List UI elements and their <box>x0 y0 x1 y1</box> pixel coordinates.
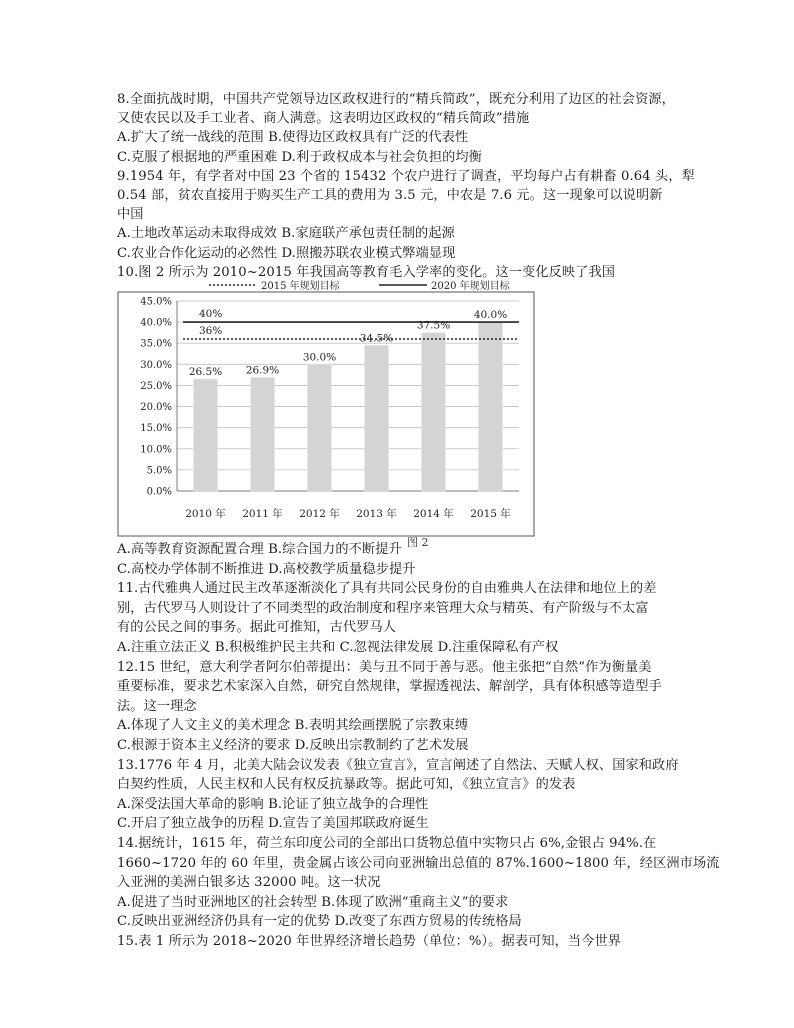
text-line: 11.古代雅典人通过民主改革逐渐淡化了具有共同公民身份的自由雅典人在法律和地位上的差 <box>117 581 657 597</box>
bar-value-label: 26.5% <box>188 366 223 379</box>
text-line: 12.15 世纪，意大利学者阿尔伯蒂提出：美与丑不同于善与恶。他主张把“自然”作为衡量美 <box>117 659 652 675</box>
text-line: 10.图 2 所示为 2010~2015 年我国高等教育毛入学率的变化。这一变化反映了我国 <box>117 264 616 280</box>
text-line: C.开启了独立战争的历程 D.宣告了美国邦联政府诞生 <box>117 816 429 832</box>
y-tick-label: 0.0% <box>146 486 172 498</box>
bar <box>365 345 389 491</box>
y-tick-label: 35.0% <box>140 338 172 350</box>
x-axis-ticks <box>185 507 511 520</box>
x-tick-label: 2012 年 <box>299 508 340 520</box>
bar-value-label: 40.0% <box>473 309 508 322</box>
y-tick-label: 10.0% <box>140 444 172 456</box>
y-tick-label: 5.0% <box>146 465 172 477</box>
y-tick-label: 20.0% <box>140 402 172 414</box>
text-line: 入亚洲的美洲白银多达 32000 吨。这一状况 <box>117 875 381 891</box>
y-tick-label: 25.0% <box>140 380 172 392</box>
chart-svg <box>117 281 535 549</box>
text-line: C.根源于资本主义经济的要求 D.反映出宗教制约了艺术发展 <box>117 738 469 753</box>
y-tick-label: 40.0% <box>140 317 172 329</box>
bar-value-label: 37.5% <box>416 319 451 332</box>
text-line: A.注重立法正义 B.积极维护民主共和 C.忽视法律发展 D.注重保障私有产权 <box>117 640 559 655</box>
text-line: 有的公民之间的事务。据此可推知，古代罗马人 <box>117 620 397 636</box>
text-line: 9.1954 年，有学者对中国 23 个省的 15432 个农户进行了调查，平均每户占有耕畜 0.64 头，犁 <box>117 168 695 184</box>
text-line: A.深受法国大革命的影响 B.论证了独立战争的合理性 <box>117 796 429 812</box>
text-line: 又使农民以及手工业者、商人满意。这表明边区政权的“精兵简政”措施 <box>117 111 530 127</box>
text-line: A.高等教育资源配置合理 B.综合国力的不断提升 <box>117 542 402 557</box>
bar <box>194 379 218 491</box>
bar-value-label: 30.0% <box>302 351 337 364</box>
bar <box>251 377 275 491</box>
text-line: C.反映出亚洲经济仍具有一定的优势 D.改变了东西方贸易的传统格局 <box>117 914 522 930</box>
text-line: A.促进了当时亚洲地区的社会转型 B.体现了欧洲“重商主义”的要求 <box>117 894 509 910</box>
x-tick-label: 2013 年 <box>356 508 397 520</box>
text-line: 白契约性质，人民主权和人民有权反抗暴政等。据此可知，《独立宣言》的发表 <box>117 777 576 793</box>
text-line: C.高校办学体制不断推进 D.高校教学质量稳步提升 <box>117 561 416 577</box>
y-tick-label: 45.0% <box>140 296 172 308</box>
text-line: 重要标准，要求艺术家深入自然，研究自然规律，掌握透视法、解剖学，具有体积感等造型手 <box>117 679 662 695</box>
bar <box>308 364 332 491</box>
y-tick-label: 30.0% <box>140 359 172 371</box>
text-line: 法。这一理念 <box>117 698 197 714</box>
target-line-label: 36% <box>199 325 223 337</box>
text-line: 15.表 1 所示为 2018~2020 年世界经济增长趋势（单位：%）。据表可知，当今世界 <box>117 934 622 949</box>
text-line: 8.全面抗战时期，中国共产党领导边区政权进行的“精兵简政”，既充分利用了边区的社会资源， <box>117 92 675 107</box>
legend-label-2015: 2015 年规划目标 <box>261 281 340 292</box>
text-line: A.体现了人文主义的美术理念 B.表明其绘画摆脱了宗教束缚 <box>117 718 469 734</box>
text-line: A.扩大了统一战线的范围 B.使得边区政权具有广泛的代表性 <box>117 130 469 146</box>
text-line: 别，古代罗马人则设计了不同类型的政治制度和程序来管理大众与精英、有产阶级与不太富 <box>117 600 649 616</box>
y-axis-ticks <box>140 297 172 498</box>
text-line: C.克服了根据地的严重困难 D.利于政权成本与社会负担的均衡 <box>117 149 482 165</box>
target-line-label: 40% <box>199 308 223 321</box>
chart-gridlines <box>177 301 519 491</box>
text-line: 14.据统计，1615 年，荷兰东印度公司的全部出口货物总值中实物只占 6%,金银占 94%.在 <box>117 836 657 851</box>
text-line: A.土地改革运动未取得成效 B.家庭联产承包责任制的起源 <box>117 226 455 242</box>
text-line: 1660~1720 年的 60 年里，贵金属占该公司向亚洲输出总值的 87%.1600~1800 年，经区洲市场流 <box>117 855 720 871</box>
bar <box>422 333 446 491</box>
bar-value-label: 26.9% <box>245 364 280 377</box>
x-tick-label: 2011 年 <box>242 508 283 520</box>
text-line: 0.54 部，贫农直接用于购买生产工具的费用为 3.5 元，中农是 7.6 元。这一现象可以说明新 <box>117 188 663 203</box>
bar-value-label: 34.5% <box>359 332 394 345</box>
x-tick-label: 2015 年 <box>470 508 511 520</box>
y-tick-label: 15.0% <box>140 423 172 435</box>
chart-legend <box>209 279 511 292</box>
higher-education-enrollment-chart <box>117 281 535 549</box>
text-line: 13.1776 年 4 月，北美大陆会议发表《独立宣言》，宣言阐述了自然法、天赋人权、国家和政府 <box>117 757 679 773</box>
target-lines <box>183 308 519 339</box>
x-tick-label: 2010 年 <box>185 508 226 520</box>
text-line: C.农业合作化运动的必然性 D.照搬苏联农业模式弊端显现 <box>117 245 456 261</box>
legend-label-2020: 2020 年规划目标 <box>431 281 510 292</box>
x-tick-label: 2014 年 <box>413 508 454 520</box>
text-line: 中国 <box>117 207 144 223</box>
bar <box>479 322 503 491</box>
figure-caption: 图 2 <box>407 536 429 549</box>
